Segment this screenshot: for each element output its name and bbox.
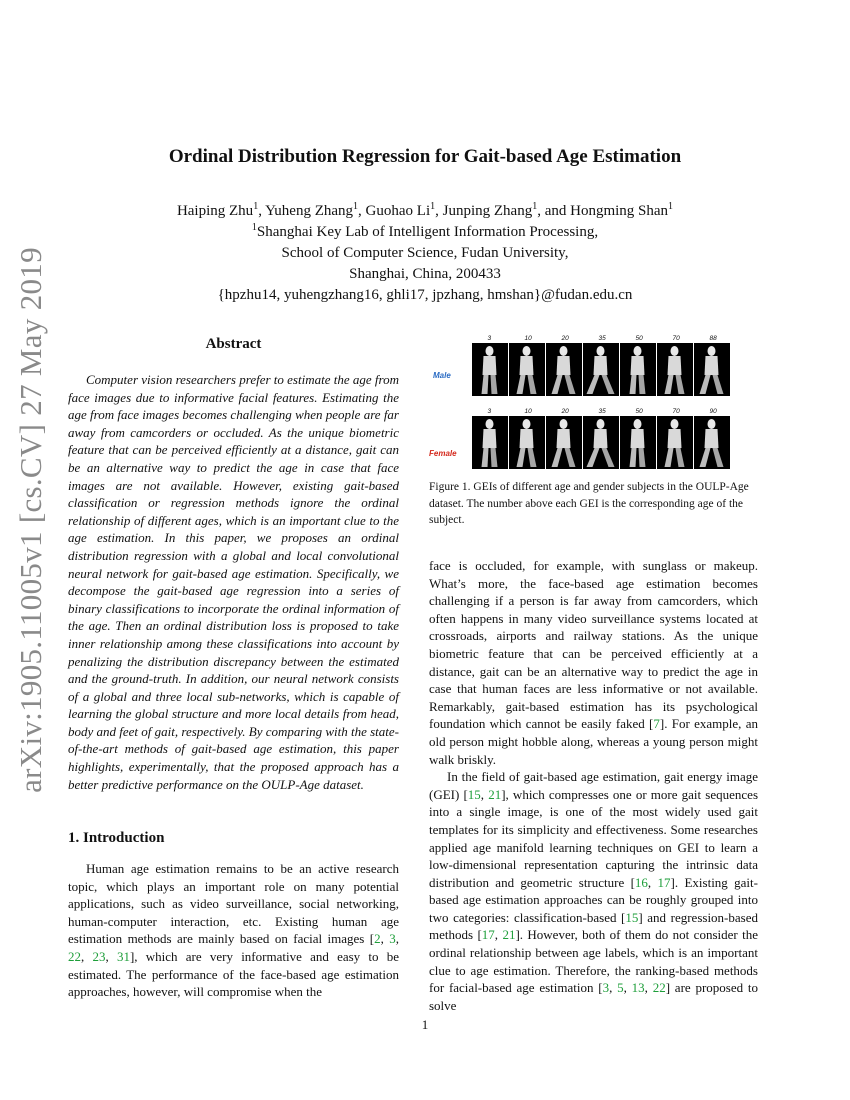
page-number: 1	[421, 1017, 429, 1032]
female-age-label: 35	[598, 408, 606, 415]
citation-link[interactable]: 13	[631, 980, 645, 996]
male-gei-image	[472, 343, 508, 396]
citation-link[interactable]: 21	[502, 927, 516, 943]
male-gei-image	[583, 343, 619, 396]
female-gei-image	[620, 416, 656, 469]
section-heading-introduction: 1. Introduction	[68, 830, 165, 846]
citation-link[interactable]: 21	[488, 786, 502, 802]
citation-link[interactable]: 2	[374, 931, 381, 947]
female-gei-image	[509, 416, 545, 469]
male-gei-image	[694, 343, 730, 396]
arxiv-stamp-text: arXiv:1905.11005v1 [cs.CV] 27 May 2019	[13, 247, 48, 793]
male-gei-image	[620, 343, 656, 396]
author-list: Haiping Zhu$^1$, Yuheng Zhang$^1$, Guohao Li$^1$, Junping Zhang$^1$, and Hongming Shan$^1$	[176, 201, 674, 219]
author-affiliation-mark: 1	[353, 201, 359, 212]
male-gei-row	[472, 335, 730, 396]
author-name: Haiping Zhu	[176, 203, 254, 219]
citation-link[interactable]: 15	[625, 909, 639, 925]
male-age-label: 50	[635, 335, 643, 342]
affiliation-line-2: School of Computer Science, Fudan University,	[281, 245, 569, 261]
intro-paragraph-1: Human age estimation remains to be an active research topic, which plays an important role on many potential applications, such as video surveillance, social networking, human-computer interaction, etc. Existing human age estimation methods are mainly based on facial images [2, 3, 22, 23, 31], which are very informative and easy to be estimated. The performance of the face-based age estimation approaches, however, will compromise when the	[68, 861, 400, 1000]
abstract-text: Computer vision researchers prefer to estimate the age from face images due to informative facial features. Estimating the age from face images becomes challenging when people are far away from camcorders or occluded. As the unique biometric feature that can be perceived efficiently at a distance, gait can be an alternative way to predict the age in case that face images are not available. However, existing gait-based classification or regression methods ignore the ordinal relationship of different ages, which is an important clue to the age estimation. In this paper, we proposes an ordinal distribution regression with a global and local convolutional neural network for gait-based age estimation. Specifically, we decompose the gait-based age regression into a series of binary classifications to incorporate the ordinal information of the age. Then an ordinal distribution loss is proposed to take inner relationship among these classifications into account by penalizing the distribution discrepancy between the estimated and the ground-truth. In addition, our neural network consists of a global and three local sub-networks, which is capable of learning the global structure and more local details from head, body and feet of gait, respectively. By comparing with the state-of-the-art methods of gait-based age estimation, this paper highlights, experimentally, that the proposed approach has a better predictive performance on the OULP-Age dataset.	[68, 372, 399, 792]
citation-link[interactable]: 17	[481, 927, 495, 943]
female-gei-image	[694, 416, 730, 469]
right-paragraph-1: face is occluded, for example, with sunglass or makeup. What’s more, the face-based age estimation becomes challenging if a person is far away from camcorders, which often happens in many video surveillance systems located at crossroads, airports and railway stations. As the unique biometric feature that can be perceived efficiently at a distance, gait can be an alternative way to predict the age in case that human faces are less informative or not available. Remarkably, gait-based estimation has its psychological foundation which cannot be easily faked [7]. For example, an old person might hobble along, whereas a young person might walk briskly.	[429, 558, 758, 767]
figure-label-female: Female	[429, 449, 457, 458]
author-affiliation-mark: 1	[253, 201, 259, 212]
female-age-label: 70	[672, 408, 680, 415]
arxiv-stamp	[6, 247, 56, 793]
author-name: Yuheng Zhang	[265, 203, 354, 219]
citation-link[interactable]: 3	[389, 931, 396, 947]
female-gei-image	[583, 416, 619, 469]
male-age-label: 88	[709, 335, 717, 342]
author-affiliation-mark: 1	[532, 201, 538, 212]
citation-link[interactable]: 7	[653, 716, 660, 732]
female-gei-image	[546, 416, 582, 469]
female-age-label: 50	[635, 408, 643, 415]
female-gei-row	[472, 408, 730, 469]
figure-label-male: Male	[433, 371, 451, 380]
citation-link[interactable]: 16	[634, 874, 648, 890]
female-gei-image	[472, 416, 508, 469]
author-emails: {hpzhu14, yuhengzhang16, ghli17, jpzhang, hmshan}@fudan.edu.cn	[217, 287, 633, 303]
affiliation-line-1: $^1$Shanghai Key Lab of Intelligent Information Processing,	[251, 222, 599, 240]
right-paragraph-2: In the field of gait-based age estimation, gait energy image (GEI) [15, 21], which compresses one or more gait sequences into a single image, is one of the most widely used gait templates for its simplicity and effectiveness. Some researches applied age manifold learning techniques on GEI to learn a low-dimensional representation capturing the intrinsic data distribution and geometric structure [16, 17]. Existing gait-based age estimation approaches can be roughly grouped into two categories: classification-based [15] and regression-based methods [17, 21]. However, both of them do not consider the ordinal relationship between age labels, which is an important clue to age estimation. Therefore, the ranking-based methods for facial-based age estimation [3, 5, 13, 22] are proposed to solve	[429, 769, 759, 1013]
male-gei-image	[657, 343, 693, 396]
citation-link[interactable]: 22	[68, 948, 81, 964]
author-block	[0, 201, 850, 306]
citation-link[interactable]: 17	[657, 874, 671, 890]
male-age-label: 20	[561, 335, 569, 342]
citation-link[interactable]: 5	[617, 980, 624, 996]
figure-1-gei-grid	[429, 330, 758, 470]
author-name: Junping Zhang	[442, 203, 533, 219]
author-name: Hongming Shan	[570, 203, 669, 219]
citation-link[interactable]: 15	[467, 786, 481, 802]
citation-link[interactable]: 22	[652, 980, 666, 996]
author-affiliation-mark: 1	[668, 201, 674, 212]
citation-link[interactable]: 23	[92, 948, 106, 964]
paper-title: Ordinal Distribution Regression for Gait-based Age Estimation	[168, 146, 682, 167]
author-affiliation-mark: 1	[430, 201, 436, 212]
female-age-label: 90	[709, 408, 717, 415]
author-name: Guohao Li	[365, 203, 431, 219]
affiliation-line-3: Shanghai, China, 200433	[349, 266, 501, 282]
male-gei-image	[509, 343, 545, 396]
abstract-heading: Abstract	[205, 336, 262, 352]
male-age-label: 10	[524, 335, 532, 342]
figure-1-caption: Figure 1. GEIs of different age and gender subjects in the OULP-Age dataset. The number above each GEI is the corresponding age of the subject.	[429, 481, 749, 526]
abstract-body	[68, 371, 399, 793]
introduction-body	[68, 860, 399, 1001]
right-column-body	[429, 557, 758, 1014]
female-gei-image	[657, 416, 693, 469]
citation-link[interactable]: 31	[116, 948, 130, 964]
male-age-label: 35	[598, 335, 606, 342]
male-age-label: 3	[487, 335, 492, 342]
male-gei-image	[546, 343, 582, 396]
male-age-label: 70	[672, 335, 680, 342]
female-age-label: 3	[487, 408, 492, 415]
female-age-label: 20	[561, 408, 569, 415]
citation-link[interactable]: 3	[602, 980, 610, 996]
female-age-label: 10	[524, 408, 532, 415]
